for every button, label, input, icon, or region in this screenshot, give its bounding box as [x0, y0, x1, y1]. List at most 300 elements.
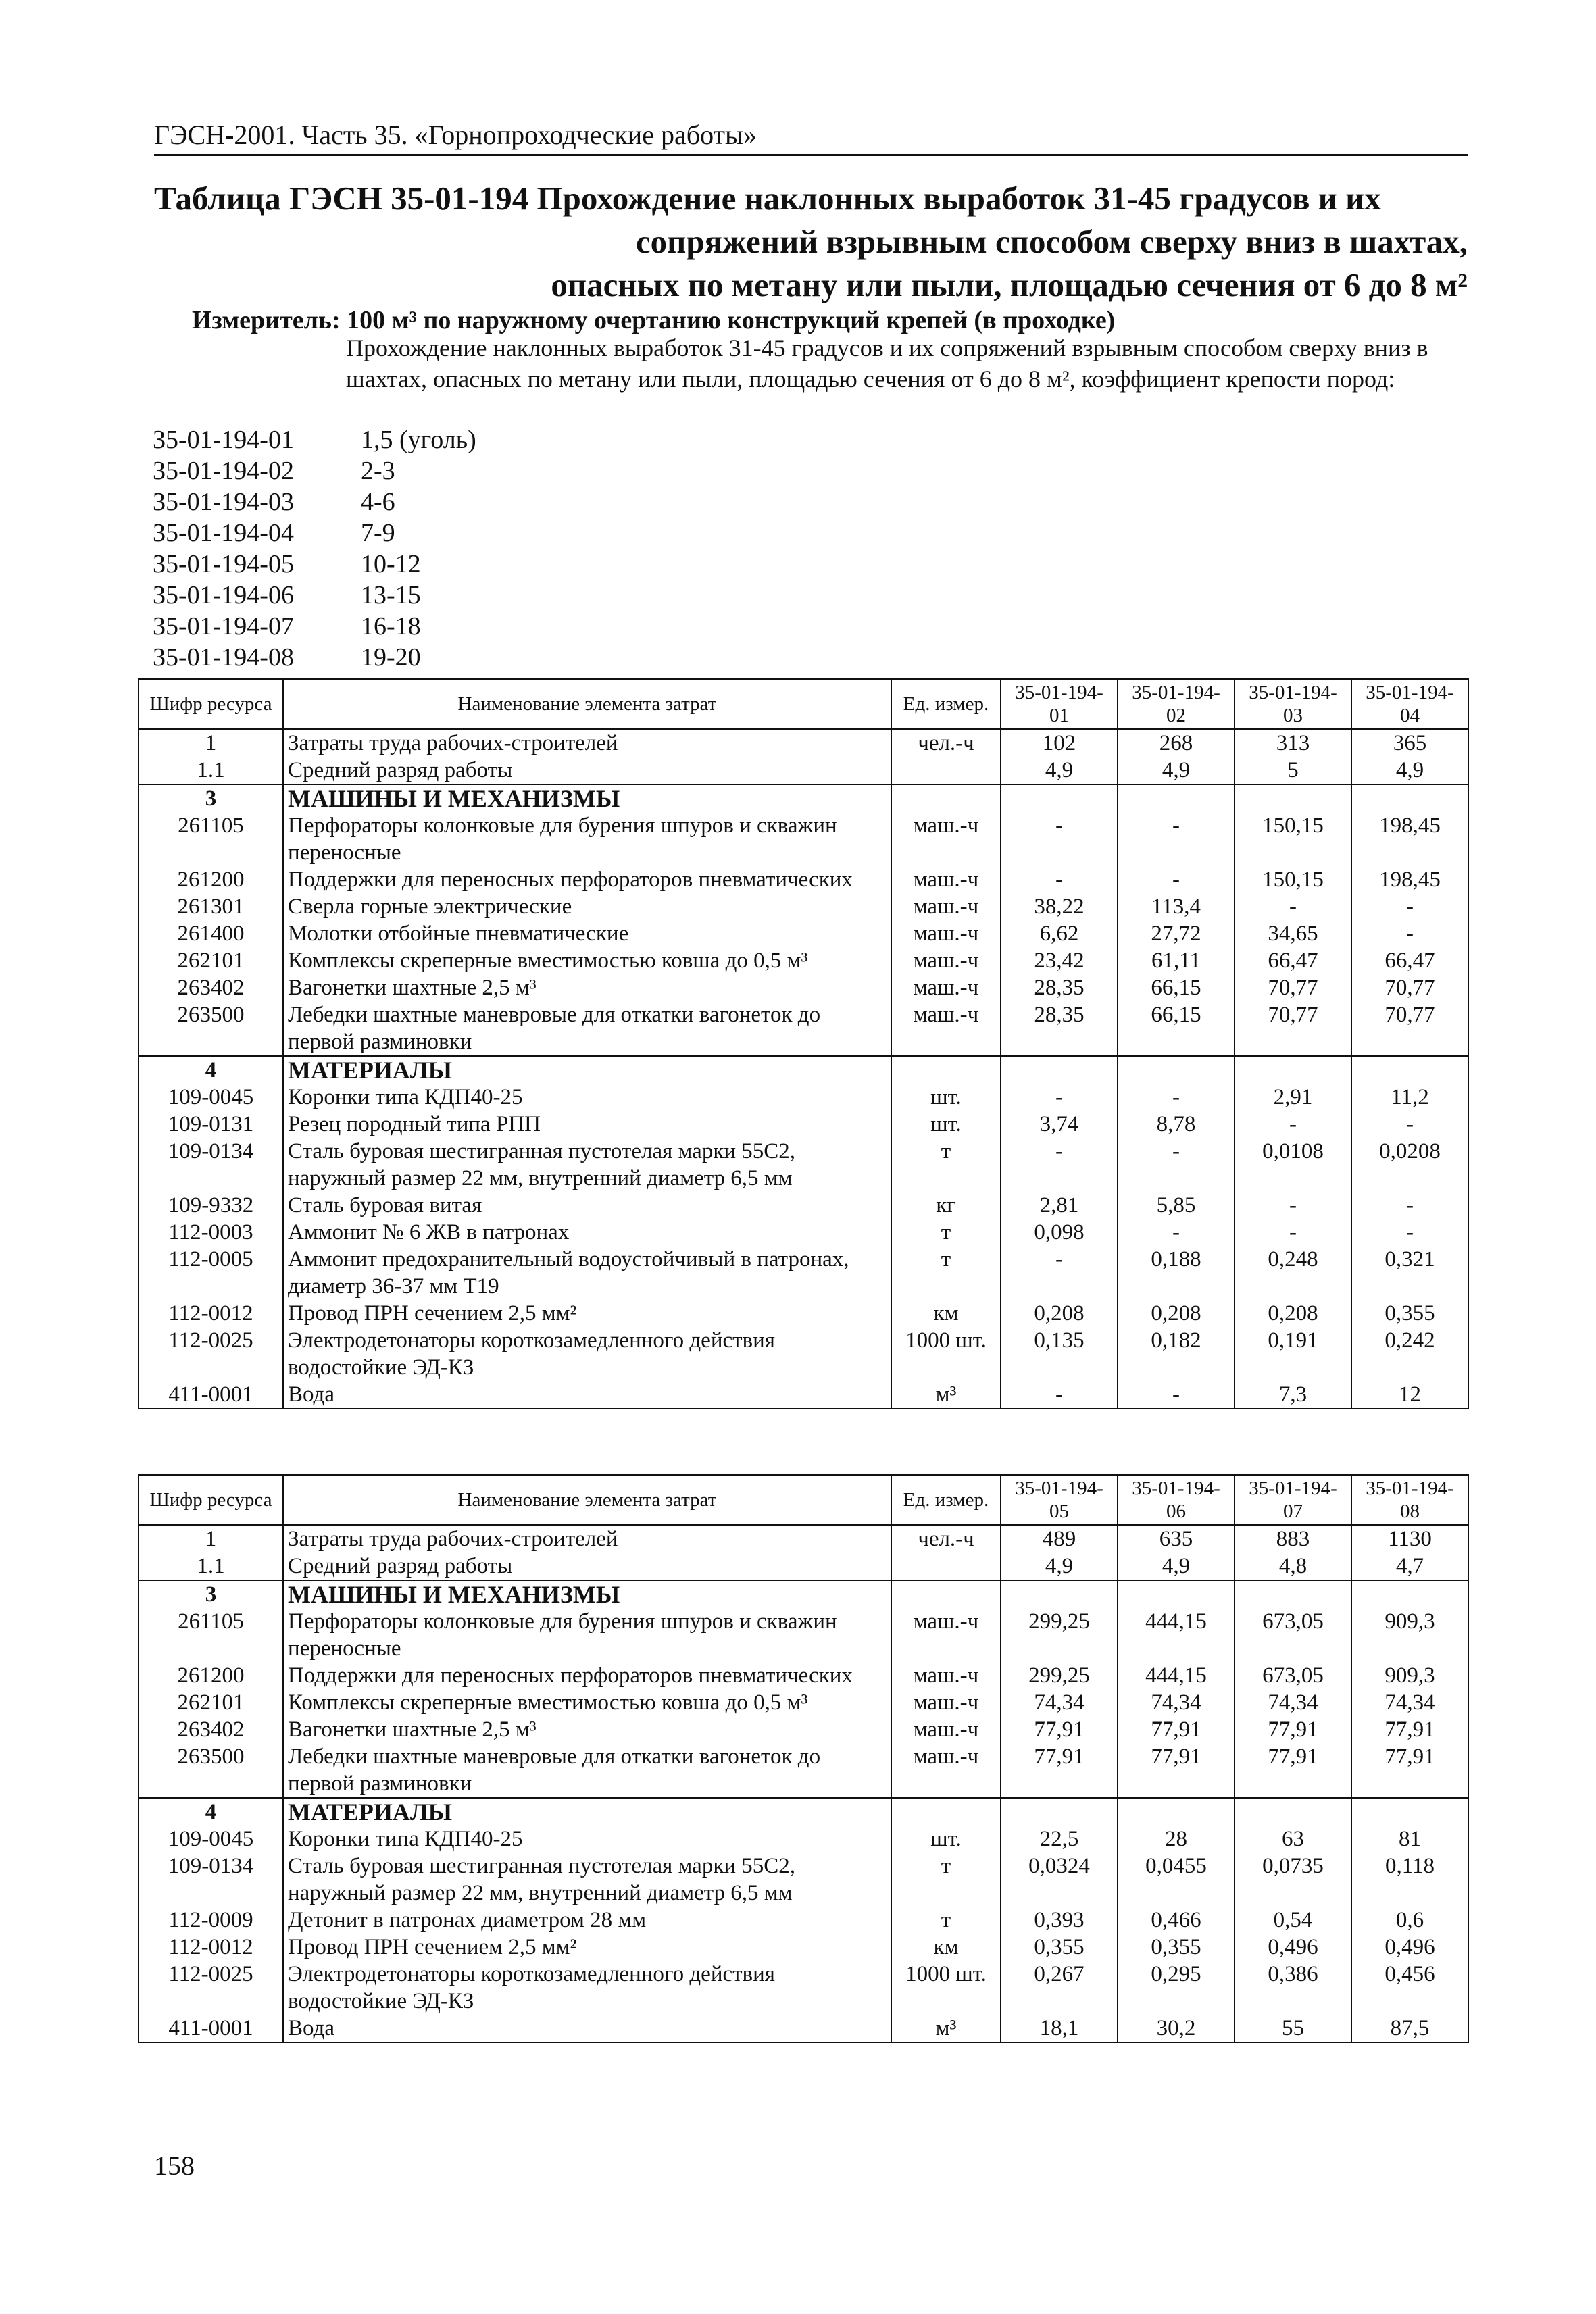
resource-unit: [891, 1553, 1001, 1580]
work-description: Прохождение наклонных выработок 31-45 градусов и их сопряжений взрывным способом сверху вниз в шахтах, опасных по метану или пыли, площадью сечения от 6 до 8 м², коэффициент крепости пород:: [346, 334, 1428, 393]
resource-value: 6,62: [1001, 920, 1118, 947]
table-row: [139, 757, 1468, 784]
resource-unit: маш.-ч: [891, 1743, 1001, 1798]
resource-unit: [891, 1798, 1001, 1826]
resource-value: 74,34: [1235, 1689, 1351, 1716]
resource-unit: маш.-ч: [891, 812, 1001, 866]
resource-value: -: [1118, 812, 1235, 866]
resource-value: 113,4: [1118, 893, 1235, 920]
resource-value: 66,47: [1235, 947, 1351, 974]
resource-value: 444,15: [1118, 1662, 1235, 1689]
resource-value: 4,7: [1351, 1553, 1468, 1580]
resource-value: 299,25: [1001, 1608, 1118, 1662]
resource-value: 66,15: [1118, 1001, 1235, 1056]
resource-value: [1235, 1798, 1351, 1826]
resource-code: 262101: [139, 947, 283, 974]
table-row: [139, 1853, 1468, 1907]
resource-value: 70,77: [1351, 1001, 1468, 1056]
resource-value: 38,22: [1001, 893, 1118, 920]
header-name: Наименование элемента затрат: [283, 679, 891, 729]
norm-code: 35-01-194-03: [153, 488, 294, 516]
resource-name: Перфораторы колонковые для бурения шпуров и скважин переносные: [283, 812, 891, 866]
resource-code: 1.1: [139, 757, 283, 784]
resource-unit: км: [891, 1934, 1001, 1961]
table-row: [139, 920, 1468, 947]
resource-value: 28,35: [1001, 974, 1118, 1001]
resource-name: МАШИНЫ И МЕХАНИЗМЫ: [283, 1580, 891, 1608]
resource-value: 0,456: [1351, 1961, 1468, 2015]
page-number: 158: [154, 2150, 195, 2181]
resource-value: 77,91: [1118, 1743, 1235, 1798]
resource-value: 883: [1235, 1525, 1351, 1553]
resource-name: Средний разряд работы: [283, 1553, 891, 1580]
resource-unit: [891, 1580, 1001, 1608]
resource-code: 112-0025: [139, 1327, 283, 1381]
resource-code: 112-0025: [139, 1961, 283, 2015]
resource-name: Поддержки для переносных перфораторов пневматических: [283, 1662, 891, 1689]
resource-name: Провод ПРН сечением 2,5 мм²: [283, 1934, 891, 1961]
resource-value: 11,2: [1351, 1084, 1468, 1111]
norm-code-row: [153, 580, 476, 611]
resource-value: 4,8: [1235, 1553, 1351, 1580]
resource-value: -: [1235, 1192, 1351, 1219]
resource-name: Комплексы скреперные вместимостью ковша до 0,5 м³: [283, 947, 891, 974]
resource-unit: м³: [891, 2015, 1001, 2042]
resource-unit: км: [891, 1300, 1001, 1327]
header-norm-column: 35-01-194-08: [1351, 1475, 1468, 1525]
table-row: [139, 1716, 1468, 1743]
resource-value: 635: [1118, 1525, 1235, 1553]
resource-code: 263402: [139, 1716, 283, 1743]
table-header-row: [139, 679, 1468, 729]
resource-value: 0,0735: [1235, 1853, 1351, 1907]
resource-code: 3: [139, 784, 283, 812]
header-code: Шифр ресурса: [139, 679, 283, 729]
header-norm-column: 35-01-194-04: [1351, 679, 1468, 729]
resource-unit: 1000 шт.: [891, 1327, 1001, 1381]
table-row: [139, 1138, 1468, 1192]
resource-value: 150,15: [1235, 866, 1351, 893]
norm-code-row: [153, 549, 476, 580]
resource-value: 63: [1235, 1826, 1351, 1853]
resource-value: 0,242: [1351, 1327, 1468, 1381]
resource-unit: т: [891, 1219, 1001, 1246]
resource-value: 2,91: [1235, 1084, 1351, 1111]
norm-code-value: 10-12: [361, 550, 421, 578]
header-norm-column: 35-01-194-07: [1235, 1475, 1351, 1525]
resource-value: 102: [1001, 729, 1118, 757]
resource-code: 411-0001: [139, 2015, 283, 2042]
resource-name: Аммонит предохранительный водоустойчивый в патронах, диаметр 36-37 мм Т19: [283, 1246, 891, 1300]
title-line-1: Таблица ГЭСН 35-01-194 Прохождение наклонных выработок 31-45 градусов и их: [154, 180, 1381, 217]
resource-unit: т: [891, 1907, 1001, 1934]
resource-code: 112-0003: [139, 1219, 283, 1246]
resource-value: 198,45: [1351, 812, 1468, 866]
resource-unit: чел.-ч: [891, 729, 1001, 757]
resource-value: [1351, 1798, 1468, 1826]
resource-code: 109-0134: [139, 1138, 283, 1192]
resource-value: 198,45: [1351, 866, 1468, 893]
resource-value: -: [1351, 920, 1468, 947]
resource-unit: маш.-ч: [891, 1689, 1001, 1716]
resource-unit: [891, 757, 1001, 784]
resource-value: 909,3: [1351, 1662, 1468, 1689]
norm-code-value: 4-6: [361, 488, 395, 516]
resource-value: 313: [1235, 729, 1351, 757]
resource-value: 77,91: [1001, 1743, 1118, 1798]
norm-code: 35-01-194-01: [153, 426, 294, 454]
resource-unit: чел.-ч: [891, 1525, 1001, 1553]
resource-code: 1.1: [139, 1553, 283, 1580]
resource-value: 55: [1235, 2015, 1351, 2042]
resource-value: 30,2: [1118, 2015, 1235, 2042]
resource-value: 909,3: [1351, 1608, 1468, 1662]
resource-value: 0,496: [1351, 1934, 1468, 1961]
resource-value: 268: [1118, 729, 1235, 757]
resource-unit: [891, 1056, 1001, 1084]
resource-value: 23,42: [1001, 947, 1118, 974]
resource-code: 4: [139, 1056, 283, 1084]
resource-unit: т: [891, 1138, 1001, 1192]
resource-value: [1351, 784, 1468, 812]
resource-name: Вода: [283, 2015, 891, 2042]
resource-code: 261105: [139, 1608, 283, 1662]
resource-value: 34,65: [1235, 920, 1351, 947]
resource-name: Электродетонаторы короткозамедленного действия водостойкие ЭД-КЗ: [283, 1327, 891, 1381]
resource-value: 673,05: [1235, 1608, 1351, 1662]
resource-value: -: [1001, 1084, 1118, 1111]
resource-value: 70,77: [1351, 974, 1468, 1001]
running-header: ГЭСН-2001. Часть 35. «Горнопроходческие работы»: [154, 120, 757, 150]
table-row: [139, 1001, 1468, 1056]
resource-value: 0,496: [1235, 1934, 1351, 1961]
norm-code-value: 7-9: [361, 519, 395, 547]
resource-code: 263500: [139, 1743, 283, 1798]
table-row: [139, 1381, 1468, 1409]
table-row: [139, 1219, 1468, 1246]
norm-code-row: [153, 611, 476, 642]
norm-code: 35-01-194-08: [153, 643, 294, 672]
resource-name: Сталь буровая витая: [283, 1192, 891, 1219]
table-row: [139, 1111, 1468, 1138]
resource-code: 261200: [139, 866, 283, 893]
norm-code: 35-01-194-04: [153, 519, 294, 547]
resource-value: 66,47: [1351, 947, 1468, 974]
resource-value: 0,355: [1001, 1934, 1118, 1961]
resource-unit: маш.-ч: [891, 1608, 1001, 1662]
table-row: [139, 866, 1468, 893]
measure-unit: [192, 304, 1115, 336]
header-norm-column: 35-01-194-03: [1235, 679, 1351, 729]
resource-value: 4,9: [1118, 1553, 1235, 1580]
resource-name: Молотки отбойные пневматические: [283, 920, 891, 947]
resource-value: -: [1118, 1084, 1235, 1111]
resource-unit: 1000 шт.: [891, 1961, 1001, 2015]
resource-code: 261200: [139, 1662, 283, 1689]
resource-unit: [891, 784, 1001, 812]
resource-value: [1118, 784, 1235, 812]
resource-name: Затраты труда рабочих-строителей: [283, 729, 891, 757]
resource-value: 27,72: [1118, 920, 1235, 947]
resource-value: 28,35: [1001, 1001, 1118, 1056]
resource-value: 0,135: [1001, 1327, 1118, 1381]
measure-text: 100 м³ по наружному очертанию конструкций крепей (в проходке): [347, 306, 1116, 334]
resource-value: 0,248: [1235, 1246, 1351, 1300]
norm-code-row: [153, 455, 476, 486]
resource-code: 263500: [139, 1001, 283, 1056]
resource-code: 411-0001: [139, 1381, 283, 1409]
resource-value: 0,208: [1235, 1300, 1351, 1327]
resource-code: 109-0045: [139, 1084, 283, 1111]
resource-value: 8,78: [1118, 1111, 1235, 1138]
resource-unit: маш.-ч: [891, 1001, 1001, 1056]
resource-code: 1: [139, 1525, 283, 1553]
norm-code: 35-01-194-06: [153, 581, 294, 609]
resource-value: 28: [1118, 1826, 1235, 1853]
resource-value: 77,91: [1118, 1716, 1235, 1743]
resource-name: Сверла горные электрические: [283, 893, 891, 920]
title-line-2: сопряжений взрывным способом сверху вниз в шахтах,: [635, 223, 1468, 260]
norm-code-row: [153, 424, 476, 455]
resource-value: 77,91: [1235, 1743, 1351, 1798]
resource-value: [1118, 1056, 1235, 1084]
resource-unit: шт.: [891, 1826, 1001, 1853]
table-row: [139, 729, 1468, 757]
resource-name: Коронки типа КДП40-25: [283, 1826, 891, 1853]
resource-value: 5,85: [1118, 1192, 1235, 1219]
table-row: [139, 1525, 1468, 1553]
resource-name: МАТЕРИАЛЫ: [283, 1798, 891, 1826]
resource-value: 77,91: [1351, 1716, 1468, 1743]
resource-value: 18,1: [1001, 2015, 1118, 2042]
resource-value: [1001, 784, 1118, 812]
resource-unit: маш.-ч: [891, 893, 1001, 920]
resource-code: 109-0131: [139, 1111, 283, 1138]
resource-value: 81: [1351, 1826, 1468, 1853]
table-row: [139, 893, 1468, 920]
resource-value: 77,91: [1001, 1716, 1118, 1743]
resource-name: Аммонит № 6 ЖВ в патронах: [283, 1219, 891, 1246]
resource-value: 0,0208: [1351, 1138, 1468, 1192]
resource-name: Поддержки для переносных перфораторов пневматических: [283, 866, 891, 893]
table-row: [139, 1084, 1468, 1111]
resource-value: 0,54: [1235, 1907, 1351, 1934]
resource-value: 0,0324: [1001, 1853, 1118, 1907]
table-row: [139, 1192, 1468, 1219]
table-row: [139, 974, 1468, 1001]
resource-code: 112-0005: [139, 1246, 283, 1300]
resource-value: -: [1001, 812, 1118, 866]
resource-name: Лебедки шахтные маневровые для откатки вагонеток до первой разминовки: [283, 1001, 891, 1056]
resource-value: 87,5: [1351, 2015, 1468, 2042]
resource-value: 444,15: [1118, 1608, 1235, 1662]
header-norm-column: 35-01-194-06: [1118, 1475, 1235, 1525]
header-rule: [154, 154, 1468, 156]
resource-code: 112-0012: [139, 1934, 283, 1961]
resource-unit: кг: [891, 1192, 1001, 1219]
resource-value: -: [1001, 1138, 1118, 1192]
resource-value: 4,9: [1351, 757, 1468, 784]
resource-value: 0,182: [1118, 1327, 1235, 1381]
norm-code: 35-01-194-02: [153, 457, 294, 485]
resource-code: 4: [139, 1798, 283, 1826]
resource-value: 0,208: [1118, 1300, 1235, 1327]
resource-value: 12: [1351, 1381, 1468, 1409]
table-row: [139, 1662, 1468, 1689]
resource-value: [1235, 1056, 1351, 1084]
resource-value: [1235, 784, 1351, 812]
resource-value: 7,3: [1235, 1381, 1351, 1409]
resource-value: 4,9: [1118, 757, 1235, 784]
resource-value: 77,91: [1235, 1716, 1351, 1743]
resource-value: 74,34: [1351, 1689, 1468, 1716]
resource-value: 66,15: [1118, 974, 1235, 1001]
resource-value: 489: [1001, 1525, 1118, 1553]
resource-value: -: [1235, 1111, 1351, 1138]
resource-value: 70,77: [1235, 974, 1351, 1001]
header-norm-column: 35-01-194-01: [1001, 679, 1118, 729]
resource-unit: шт.: [891, 1084, 1001, 1111]
norm-code-value: 2-3: [361, 457, 395, 485]
resource-name: Электродетонаторы короткозамедленного действия водостойкие ЭД-КЗ: [283, 1961, 891, 2015]
table-row: [139, 812, 1468, 866]
norm-code-value: 13-15: [361, 581, 421, 609]
table-row: [139, 1246, 1468, 1300]
table-row: [139, 1327, 1468, 1381]
header-norm-column: 35-01-194-02: [1118, 679, 1235, 729]
resource-name: Сталь буровая шестигранная пустотелая марки 55С2, наружный размер 22 мм, внутренний диаметр 6,5 мм: [283, 1853, 891, 1907]
resource-value: [1351, 1056, 1468, 1084]
resource-value: [1235, 1580, 1351, 1608]
resource-value: 0,466: [1118, 1907, 1235, 1934]
resource-value: [1351, 1580, 1468, 1608]
norm-code-row: [153, 518, 476, 549]
resource-value: -: [1351, 1111, 1468, 1138]
resource-value: -: [1001, 1381, 1118, 1409]
resource-value: -: [1118, 1219, 1235, 1246]
resource-unit: м³: [891, 1381, 1001, 1409]
resource-name: Средний разряд работы: [283, 757, 891, 784]
resource-name: МАТЕРИАЛЫ: [283, 1056, 891, 1084]
resource-value: 0,188: [1118, 1246, 1235, 1300]
resource-unit: маш.-ч: [891, 974, 1001, 1001]
resource-value: -: [1351, 1219, 1468, 1246]
table-row: [139, 1300, 1468, 1327]
section-row: [139, 1580, 1468, 1608]
resource-code: 112-0009: [139, 1907, 283, 1934]
resource-unit: маш.-ч: [891, 866, 1001, 893]
resource-code: 109-9332: [139, 1192, 283, 1219]
resource-name: Лебедки шахтные маневровые для откатки вагонеток до первой разминовки: [283, 1743, 891, 1798]
resource-code: 261105: [139, 812, 283, 866]
header-norm-column: 35-01-194-05: [1001, 1475, 1118, 1525]
resource-value: [1001, 1798, 1118, 1826]
resource-value: 74,34: [1001, 1689, 1118, 1716]
resource-code: 109-0134: [139, 1853, 283, 1907]
table-row: [139, 1608, 1468, 1662]
table-row: [139, 1961, 1468, 2015]
header-name: Наименование элемента затрат: [283, 1475, 891, 1525]
resource-value: 673,05: [1235, 1662, 1351, 1689]
resource-name: Перфораторы колонковые для бурения шпуров и скважин переносные: [283, 1608, 891, 1662]
table-row: [139, 1689, 1468, 1716]
resource-value: 2,81: [1001, 1192, 1118, 1219]
resource-code: 3: [139, 1580, 283, 1608]
resource-value: 0,0455: [1118, 1853, 1235, 1907]
table-row: [139, 1907, 1468, 1934]
resource-name: МАШИНЫ И МЕХАНИЗМЫ: [283, 784, 891, 812]
resource-code: 261301: [139, 893, 283, 920]
resource-unit: маш.-ч: [891, 947, 1001, 974]
resource-value: 150,15: [1235, 812, 1351, 866]
title-line-3: опасных по метану или пыли, площадью сечения от 6 до 8 м²: [551, 266, 1468, 303]
resource-unit: т: [891, 1853, 1001, 1907]
resource-code: 263402: [139, 974, 283, 1001]
norm-code: 35-01-194-05: [153, 550, 294, 578]
resource-table-2: [138, 1474, 1469, 2043]
resource-value: 0,321: [1351, 1246, 1468, 1300]
table-row: [139, 1934, 1468, 1961]
resource-value: -: [1118, 1138, 1235, 1192]
resource-value: 0,386: [1235, 1961, 1351, 2015]
resource-value: -: [1118, 1381, 1235, 1409]
table-row: [139, 2015, 1468, 2042]
resource-name: Вода: [283, 1381, 891, 1409]
resource-value: [1001, 1580, 1118, 1608]
resource-value: 0,355: [1118, 1934, 1235, 1961]
resource-name: Сталь буровая шестигранная пустотелая марки 55С2, наружный размер 22 мм, внутренний диаметр 6,5 мм: [283, 1138, 891, 1192]
resource-value: 77,91: [1351, 1743, 1468, 1798]
resource-name: Детонит в патронах диаметром 28 мм: [283, 1907, 891, 1934]
resource-value: 22,5: [1001, 1826, 1118, 1853]
resource-value: -: [1118, 866, 1235, 893]
resource-unit: т: [891, 1246, 1001, 1300]
resource-value: 5: [1235, 757, 1351, 784]
resource-value: 0,098: [1001, 1219, 1118, 1246]
table-row: [139, 1743, 1468, 1798]
resource-unit: маш.-ч: [891, 920, 1001, 947]
resource-value: [1118, 1798, 1235, 1826]
resource-value: 0,267: [1001, 1961, 1118, 2015]
resource-value: -: [1001, 1246, 1118, 1300]
resource-value: 0,295: [1118, 1961, 1235, 2015]
resource-value: 0,6: [1351, 1907, 1468, 1934]
resource-code: 112-0012: [139, 1300, 283, 1327]
resource-value: 61,11: [1118, 947, 1235, 974]
resource-value: -: [1351, 893, 1468, 920]
resource-value: -: [1001, 866, 1118, 893]
resource-value: 299,25: [1001, 1662, 1118, 1689]
resource-unit: маш.-ч: [891, 1662, 1001, 1689]
resource-code: 1: [139, 729, 283, 757]
resource-value: 365: [1351, 729, 1468, 757]
resource-code: 109-0045: [139, 1826, 283, 1853]
resource-value: 0,191: [1235, 1327, 1351, 1381]
section-row: [139, 784, 1468, 812]
norm-code-value: 1,5 (уголь): [361, 426, 476, 454]
resource-table-1: [138, 678, 1469, 1409]
table-row: [139, 1826, 1468, 1853]
section-row: [139, 1798, 1468, 1826]
table-row: [139, 1553, 1468, 1580]
resource-value: 70,77: [1235, 1001, 1351, 1056]
resource-value: 0,355: [1351, 1300, 1468, 1327]
norm-code-value: 16-18: [361, 612, 421, 640]
resource-name: Затраты труда рабочих-строителей: [283, 1525, 891, 1553]
resource-value: -: [1235, 893, 1351, 920]
resource-value: 0,393: [1001, 1907, 1118, 1934]
resource-unit: шт.: [891, 1111, 1001, 1138]
